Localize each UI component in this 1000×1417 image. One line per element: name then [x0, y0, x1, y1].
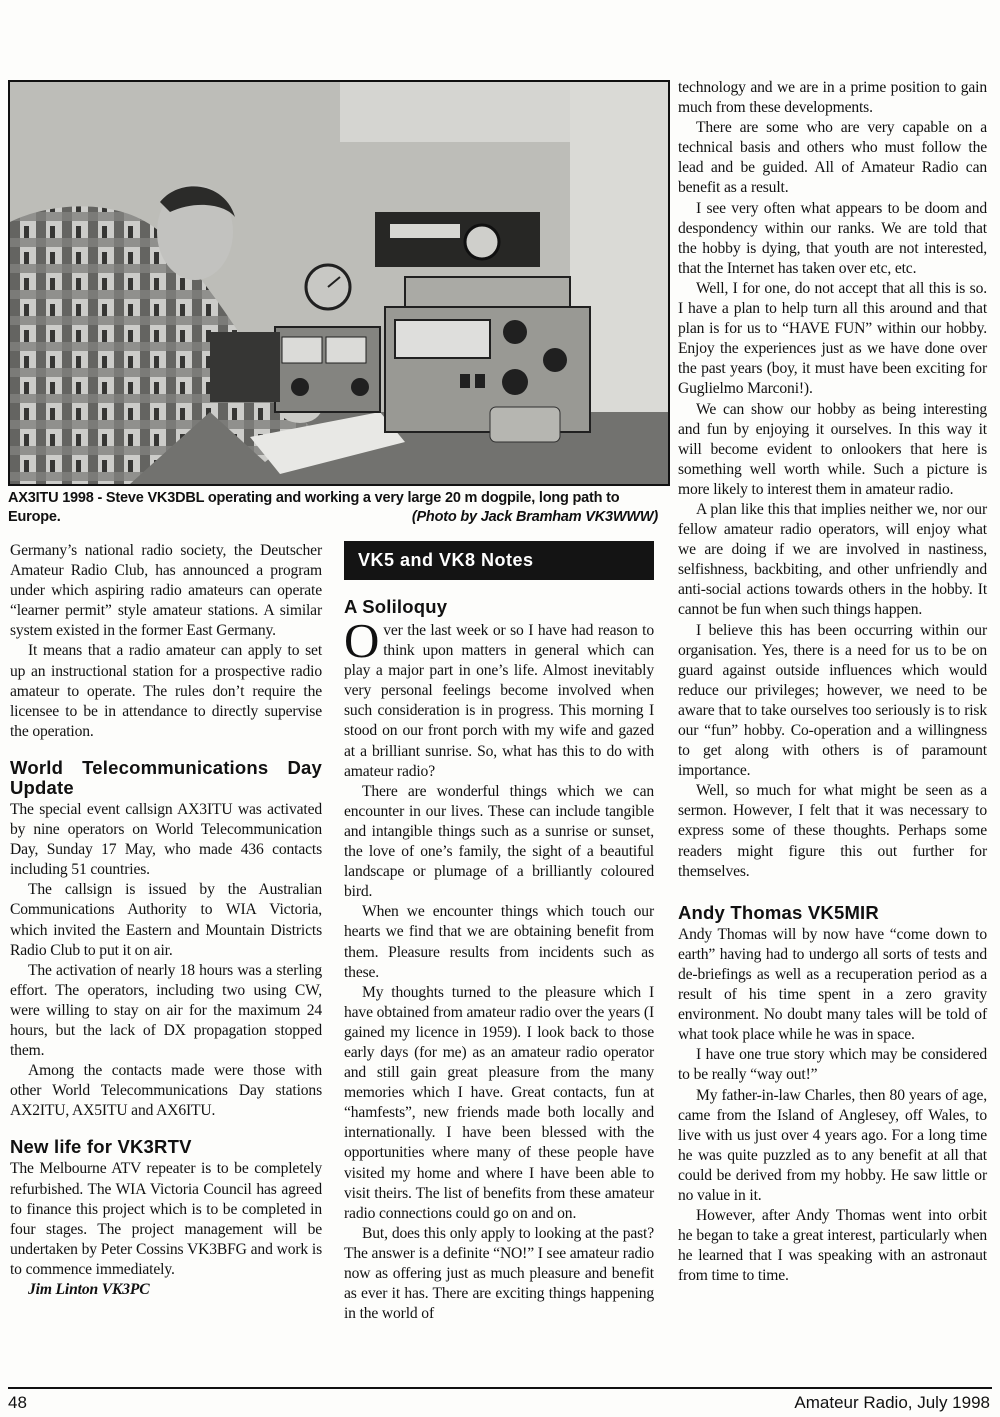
article-heading: A Soliloquy — [344, 596, 448, 617]
footer-rule — [8, 1387, 992, 1389]
drop-cap: O — [344, 613, 380, 668]
paragraph: A plan like this that implies neither we, nor our fellow amateur radio operators, will enjoy what we are doing if we are involved in nastiness, selfishness, backbiting, and other unfriendly and anti-social actions towards others in the hobby. It cannot be fun when such things happen. — [678, 500, 987, 619]
section-banner: VK5 and VK8 Notes — [344, 541, 654, 580]
section-heading-rtv: New life for VK3RTV — [10, 1136, 192, 1158]
page-number: 48 — [8, 1393, 27, 1412]
paragraph: We can show our hobby as being interesting and fun by enjoying it ourselves. In this way it will become evident to onlookers that here is something well worth while. Such a picture is more likely to interest them in amateur radio. — [678, 400, 987, 498]
paragraph: Among the contacts made were those with other World Telecommunications Day stations AX2ITU, AX5ITU and AX6ITU. — [10, 1062, 322, 1120]
paragraph: The special event callsign AX3ITU was activated by nine operators on World Telecommunication Day, Sunday 17 May, who made 436 contacts including 51 countries. — [10, 800, 322, 879]
section-heading-andy: Andy Thomas VK5MIR — [678, 901, 879, 923]
first-paragraph — [344, 613, 654, 782]
first-paragraph-text: ver the last week or so I have had reason to think upon matters in general which can play a major part in one’s life. Almost inevitably very personal feelings become involved when such consideration is in progress. This morning I stood on our front porch with my wife and gazed at a brilliant sunrise. So, what has this to do with amateur radio? — [344, 622, 654, 780]
caption-text: AX3ITU 1998 - Steve VK3DBL operating and working a very large 20 m dogpile, long path to Europe. — [8, 490, 620, 525]
paragraph: The callsign is issued by the Australian Communications Authority to WIA Victoria, which invited the Eastern and Mountain Districts Radio Club to put it on air. — [10, 881, 322, 959]
section-heading-wtd: World Telecommunications Day Update — [10, 756, 322, 798]
paragraph: There are some who are very capable on a technical basis and others who must follow the lead and be guided. All of Amateur Radio can benefit as a result. — [678, 119, 987, 197]
station-photo-illustration — [10, 82, 668, 484]
paragraph: Andy Thomas will by now have “come down to earth” having had to undergo all sorts of tests and de-briefings as well as a recuperation period as a result of his time spent in a zero gravity environment. No doubt many tales will be told of what took place while he was in space. — [678, 925, 987, 1044]
column-1 — [10, 541, 322, 1300]
paragraph: My thoughts turned to the pleasure which I have obtained from amateur radio over the years (I gained my licence in 1959). I look back to those early days (for me) as an amateur radio operator and still gain great pleasure from the many memories which I have. Great contacts, fun at “hamfests”, new friends made both locally and internationally. I have been blessed with the opportunities where many of these people have visited my home and where I have been able to visit theirs. The list of benefits from these amateur radio connections could go on and on. — [344, 983, 654, 1222]
paragraph: It means that a radio amateur can apply to set up an instructional station for a prospective radio amateur to operate. The rules don’t require the licensee to be in attendance to directly supervise the operation. — [10, 642, 322, 740]
paragraph: When we encounter things which touch our hearts we find that we are obtaining benefit from them. Pleasure results from incidents such as these. — [344, 903, 654, 981]
magazine-issue: Amateur Radio, July 1998 — [794, 1393, 990, 1412]
photo-credit: (Photo by Jack Bramham VK3WWW) — [411, 509, 658, 525]
paragraph: I have one true story which may be considered to be really “way out!” — [678, 1046, 987, 1084]
author-signoff: Jim Linton VK3PC — [28, 1281, 150, 1298]
column-3 — [678, 78, 987, 1286]
paragraph: Well, I for one, do not accept that all this is so. I have a plan to help turn all this around and that plan is for us to “HAVE FUN” within our hobby. Enjoy the experiences just as we have done over the past years (boy, it must have been exciting for Guglielmo Marconi!). — [678, 279, 987, 398]
paragraph: technology and we are in a prime position to gain much from these developments. — [678, 79, 987, 117]
paragraph: The activation of nearly 18 hours was a sterling effort. The operators, including two using CW, were willing to stay on air for the maximum 24 hours, but the lack of DX propagation stopped them. — [10, 961, 322, 1060]
column-2 — [344, 541, 654, 1324]
paragraph: There are wonderful things which we can encounter in our lives. These can include tangible and intangible things such as a sunrise or sunset, the love of one’s family, the sight of a beautiful landscape or plumage of a brilliantly coloured bird. — [344, 782, 654, 901]
paragraph: Well, so much for what might be seen as a sermon. However, I felt that it was necessary to express some of these thoughts. Perhaps some readers might figure this out further for themselves. — [678, 782, 987, 880]
paragraph: However, after Andy Thomas went into orbit he began to take a great interest, particularly when he learned that I was speaking with an astronaut from time to time. — [678, 1207, 987, 1285]
photo-caption — [8, 489, 658, 527]
paragraph: I see very often what appears to be doom and despondency within our ranks. We are told that the hobby is dying, that youth are not interested, that the Internet has taken over etc, etc. — [678, 199, 987, 277]
paragraph: Germany’s national radio society, the Deutscher Amateur Radio Club, has announced a program under which aspiring radio amateurs can operate “learner permit” style amateur stations. A similar system existed in the former East Germany. — [10, 542, 322, 640]
station-photo — [8, 80, 670, 486]
paragraph: My father-in-law Charles, then 80 years of age, came from the Island of Anglesey, off Wales, to live with us just over 4 years ago. For a long time he was quite puzzled as to any benefit at all that could be derived from my hobby. He saw little or no value in it. — [678, 1086, 987, 1204]
paragraph: But, does this only apply to looking at the past? The answer is a definite “NO!” I see amateur radio now as offering just as much pleasure and benefit as ever it has. There are exciting things happening in the world of — [344, 1224, 654, 1323]
paragraph: I believe this has been occurring within our organisation. Yes, there is a need for us to be on guard against outside influences which would reduce our privileges; however, we need to be aware that to take ourselves too seriously is to risk our “fun” hobby. Co-operation and a willingness to get along with others is of paramount importance. — [678, 621, 987, 780]
paragraph: The Melbourne ATV repeater is to be completely refurbished. The WIA Victoria Council has agreed to finance this project which is to be completed in four stages. The project management will be undertaken by Peter Cossins VK3BFG and work is to commence immediately. — [10, 1160, 322, 1278]
